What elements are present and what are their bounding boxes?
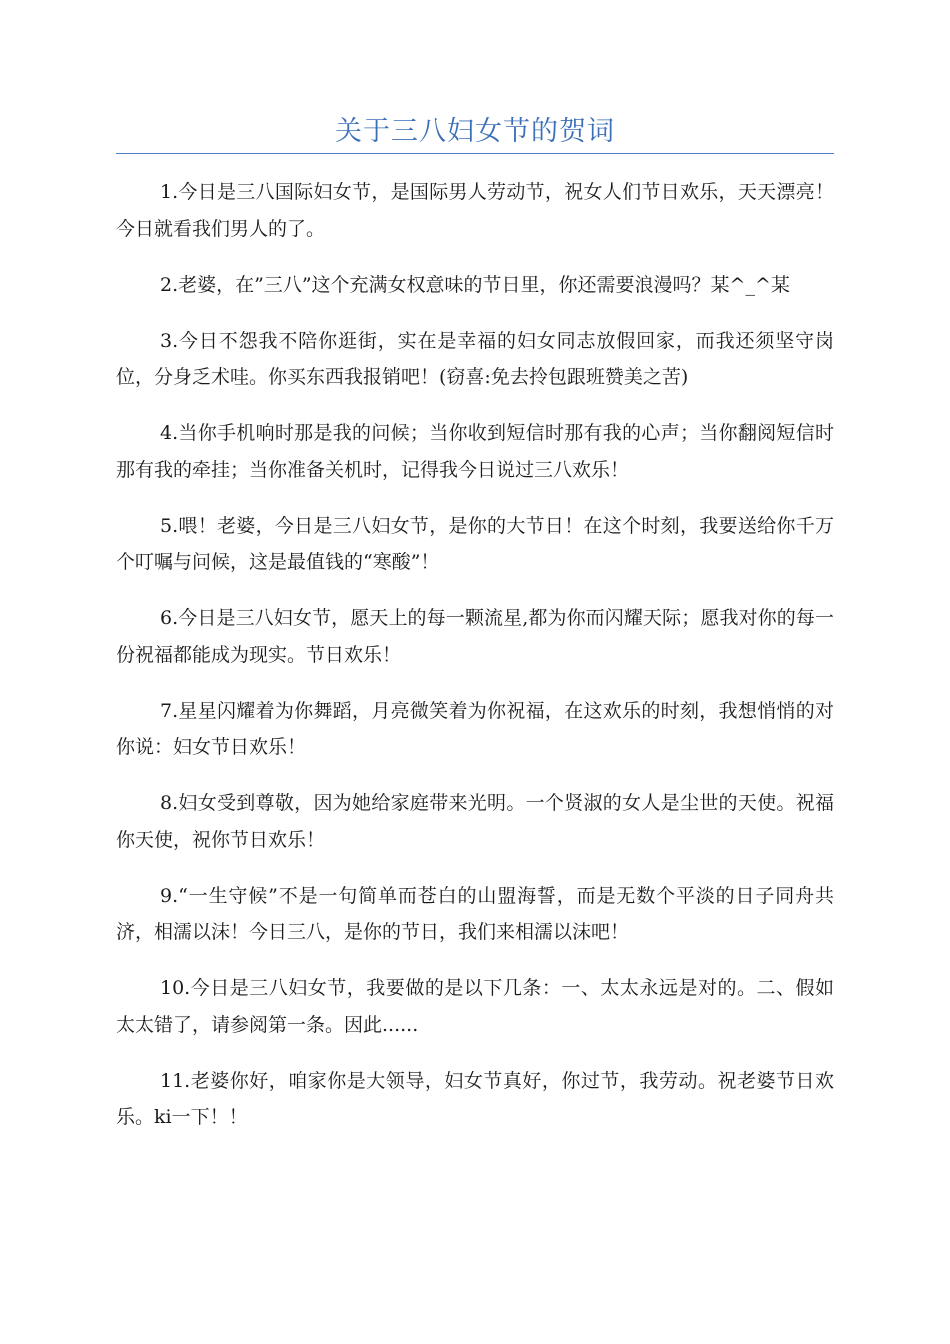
- paragraph-6: 6.今日是三八妇女节，愿天上的每一颗流星,都为你而闪耀天际；愿我对你的每一份祝福都能成为现实。节日欢乐！: [116, 607, 834, 666]
- paragraph-7: 7.星星闪耀着为你舞蹈，月亮微笑着为你祝福，在这欢乐的时刻，我想悄悄的对你说：妇女节日欢乐！: [116, 699, 834, 758]
- paragraph-11: 11.老婆你好，咱家你是大领导，妇女节真好，你过节，我劳动。祝老婆节日欢乐。ki一下！！: [116, 1069, 834, 1128]
- document-title: 关于三八妇女节的贺词: [335, 116, 615, 147]
- paragraph-10: 10.今日是三八妇女节，我要做的是以下几条：一、太太永远是对的。二、假如太太错了，请参阅第一条。因此......: [116, 977, 834, 1036]
- paragraph-4: 4.当你手机响时那是我的问候；当你收到短信时那有我的心声；当你翻阅短信时那有我的牵挂；当你准备关机时，记得我今日说过三八欢乐！: [116, 422, 834, 481]
- title-underline: [116, 153, 834, 154]
- paragraph-8: 8.妇女受到尊敬，因为她给家庭带来光明。一个贤淑的女人是尘世的天使。祝福你天使，祝你节日欢乐！: [116, 792, 834, 851]
- paragraph-1: 1.今日是三八国际妇女节，是国际男人劳动节，祝女人们节日欢乐，天天漂亮！今日就看我们男人的了。: [116, 181, 834, 240]
- paragraph-3: 3.今日不怨我不陪你逛街，实在是幸福的妇女同志放假回家，而我还须坚守岗位，分身乏术哇。你买东西我报销吧！(窃喜:免去拎包跟班赞美之苦): [116, 329, 834, 388]
- paragraph-5: 5.喂！老婆，今日是三八妇女节，是你的大节日！在这个时刻，我要送给你千万个叮嘱与问候，这是最值钱的“寒酸”！: [116, 514, 834, 573]
- document-body: [116, 174, 834, 1155]
- paragraph-2: 2.老婆，在”三八”这个充满女权意味的节日里，你还需要浪漫吗？某^_^某: [160, 273, 790, 296]
- paragraph-9: 9.“一生守候”不是一句简单而苍白的山盟海誓，而是无数个平淡的日子同舟共济，相濡以沫！今日三八，是你的节日，我们来相濡以沫吧！: [116, 884, 834, 943]
